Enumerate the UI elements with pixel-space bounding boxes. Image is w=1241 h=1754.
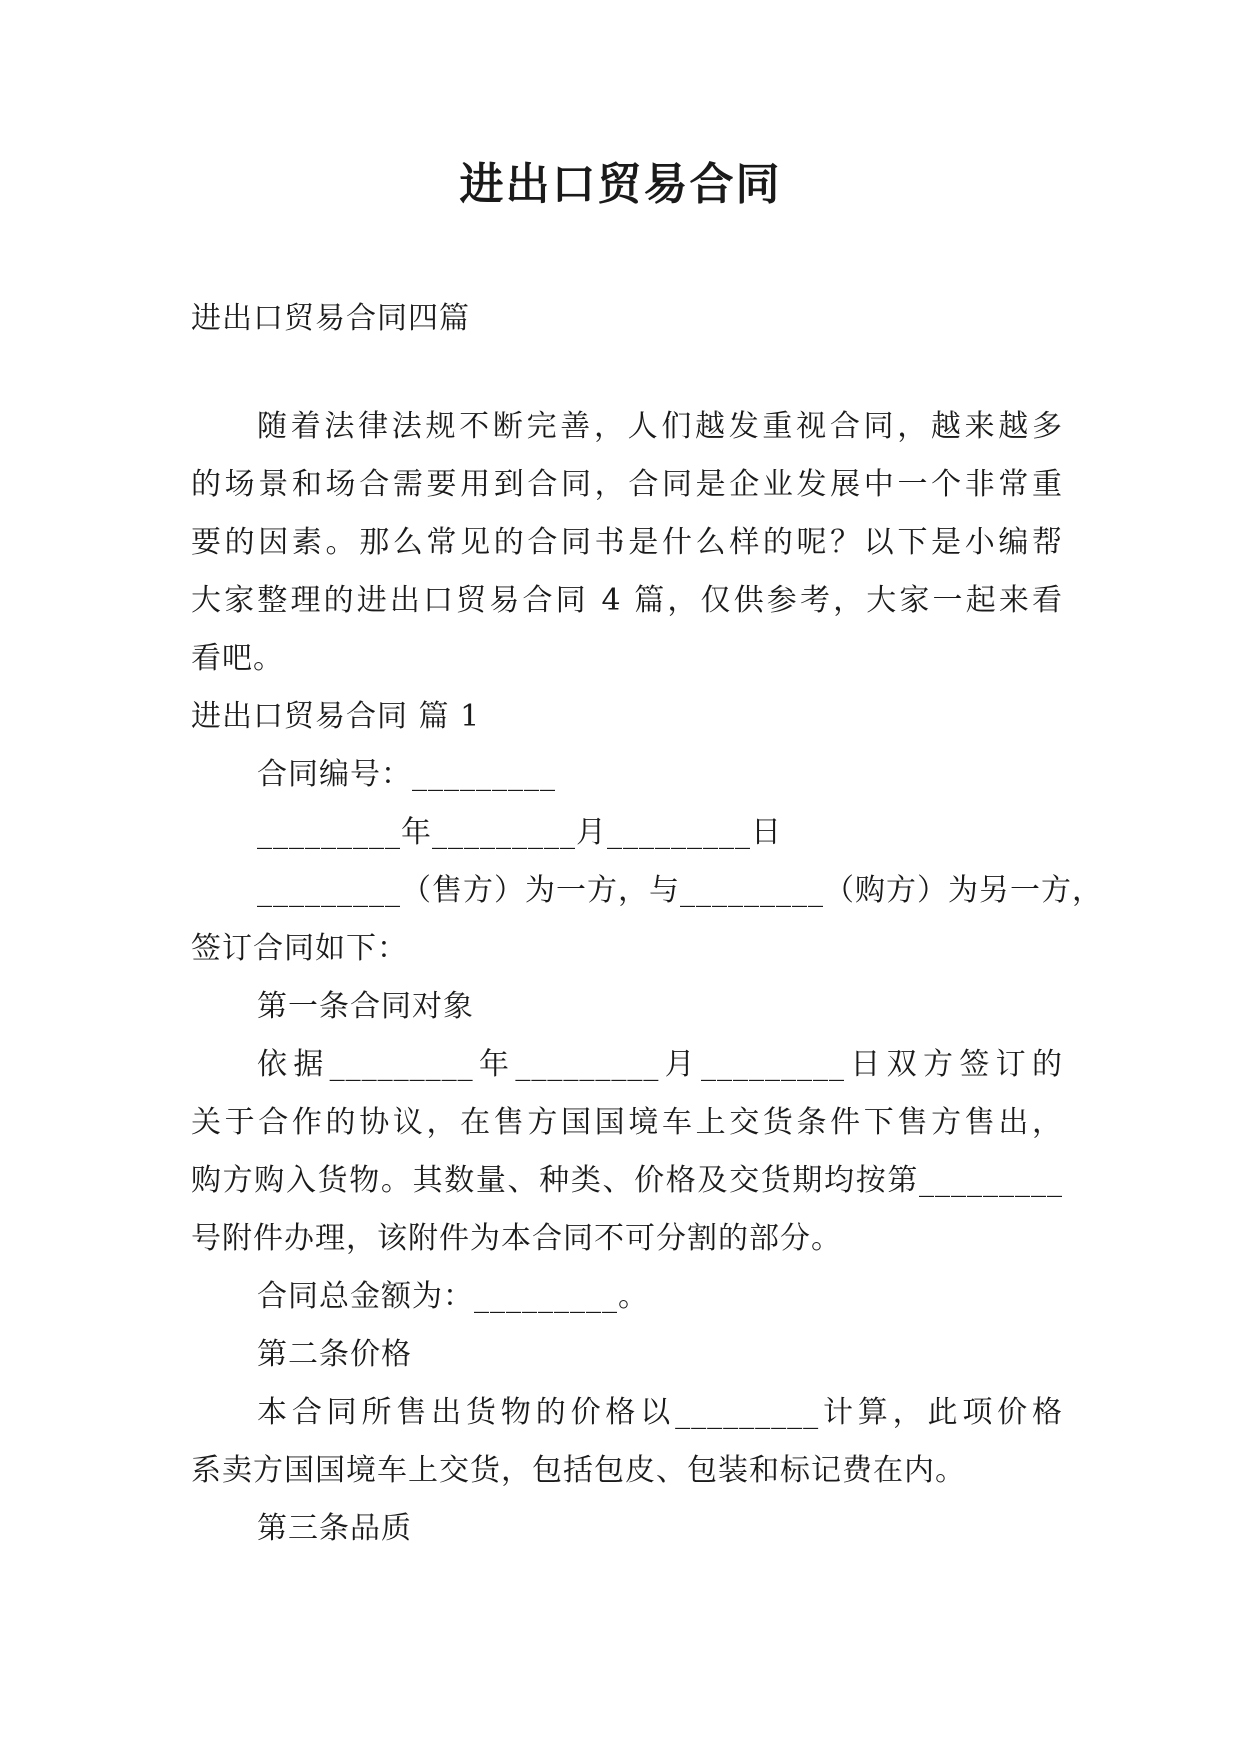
article-1-line: 购方购入货物。其数量、种类、价格及交货期均按第_________ [191,1163,1063,1198]
intro-line: 的场景和场合需要用到合同，合同是企业发展中一个非常重 [191,467,1063,502]
section-title: 进出口贸易合同 篇 1 [191,699,481,734]
contract-number: 合同编号：_________ [257,757,556,792]
article-2-line: 本合同所售出货物的价格以_________计算，此项价格 [257,1395,1063,1430]
document-subtitle: 进出口贸易合同四篇 [191,301,470,336]
spacer [191,348,1063,398]
parties-line: 签订合同如下： [191,931,408,966]
intro-line: 要的因素。那么常见的合同书是什么样的呢？以下是小编帮 [191,525,1063,560]
article-2-line: 系卖方国国境车上交货，包括包皮、包装和标记费在内。 [191,1453,966,1488]
article-1-line: 依据_________年_________月_________日双方签订的 [257,1047,1063,1082]
article-2-title: 第二条价格 [257,1337,412,1372]
document-body [191,290,1103,1558]
intro-line: 随着法律法规不断完善，人们越发重视合同，越来越多 [257,409,1063,444]
article-3-title: 第三条品质 [257,1511,412,1546]
total-amount: 合同总金额为：_________。 [257,1279,649,1314]
intro-line: 大家整理的进出口贸易合同 4 篇，仅供参考，大家一起来看 [191,583,1063,618]
article-1-line: 关于合作的协议，在售方国国境车上交货条件下售方售出， [191,1105,1063,1140]
article-1-line: 号附件办理，该附件为本合同不可分割的部分。 [191,1221,842,1256]
contract-date: _________年_________月_________日 [257,815,782,850]
article-1-title: 第一条合同对象 [257,989,474,1024]
intro-line: 看吧。 [191,641,284,676]
parties-line: _________（售方）为一方，与_________（购方）为另一方， [257,873,1103,908]
document-title: 进出口贸易合同 [459,159,782,210]
